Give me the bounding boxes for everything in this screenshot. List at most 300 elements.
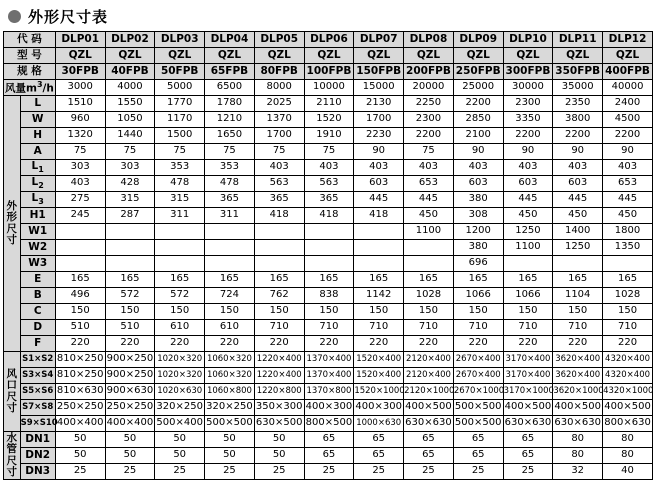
- table-cell: QZL: [105, 48, 155, 64]
- table-cell: 450: [553, 208, 603, 224]
- table-cell: 65: [453, 448, 503, 464]
- table-cell: 50: [205, 432, 255, 448]
- table-cell: 445: [553, 192, 603, 208]
- table-cell: 1170: [155, 112, 205, 128]
- table-cell: 2670×400: [453, 352, 503, 368]
- table-cell: 320×250: [155, 400, 205, 416]
- table-cell: 653: [603, 176, 653, 192]
- table-cell: DLP03: [155, 32, 205, 48]
- table-cell: 3620×1000: [553, 384, 603, 400]
- table-cell: 1440: [105, 128, 155, 144]
- table-cell: 75: [55, 144, 105, 160]
- group-label-dim: 外 形 尺 寸: [4, 96, 21, 352]
- table-cell: 50: [55, 448, 105, 464]
- table-cell: 150FPB: [354, 64, 404, 80]
- table-cell: 1910: [304, 128, 354, 144]
- group-label-water_pipe: 水 管 尺 寸: [4, 432, 21, 480]
- table-cell: 403: [304, 160, 354, 176]
- table-cell: 4000: [105, 80, 155, 96]
- table-row: [4, 384, 653, 400]
- group-label-air_opening: 风 口 尺 寸: [4, 352, 21, 432]
- row-header-label: 型 号: [4, 48, 56, 64]
- table-cell: 1210: [205, 112, 255, 128]
- table-cell: 90: [453, 144, 503, 160]
- table-cell: 65: [453, 432, 503, 448]
- table-cell: 418: [254, 208, 304, 224]
- table-cell: 2200: [404, 128, 454, 144]
- table-cell: 610: [205, 320, 255, 336]
- table-cell: 696: [453, 256, 503, 272]
- table-cell: 960: [55, 112, 105, 128]
- table-cell: 1370: [254, 112, 304, 128]
- table-cell: 400×500: [553, 400, 603, 416]
- table-cell: 50: [155, 432, 205, 448]
- table-cell: 220: [55, 336, 105, 352]
- table-cell: 400×400: [55, 416, 105, 432]
- table-cell: [553, 256, 603, 272]
- table-cell: 250×250: [105, 400, 155, 416]
- table-cell: 200FPB: [404, 64, 454, 80]
- row-label: C: [20, 304, 55, 320]
- table-cell: 2670×1000: [453, 384, 503, 400]
- table-cell: 2130: [354, 96, 404, 112]
- table-cell: 2110: [304, 96, 354, 112]
- row-label: D: [20, 320, 55, 336]
- table-cell: 3170×400: [503, 352, 553, 368]
- table-cell: 1028: [603, 288, 653, 304]
- table-cell: 50FPB: [155, 64, 205, 80]
- table-cell: 1780: [205, 96, 255, 112]
- table-cell: 2120×1000: [404, 384, 454, 400]
- table-cell: [254, 240, 304, 256]
- table-cell: 65: [503, 432, 553, 448]
- table-cell: QZL: [205, 48, 255, 64]
- table-cell: 4320×400: [603, 352, 653, 368]
- table-cell: 572: [155, 288, 205, 304]
- table-cell: QZL: [354, 48, 404, 64]
- row-label: W1: [20, 224, 55, 240]
- table-cell: 810×250: [55, 352, 105, 368]
- table-cell: [354, 224, 404, 240]
- table-cell: 65: [404, 432, 454, 448]
- table-cell: 418: [304, 208, 354, 224]
- table-cell: 1066: [503, 288, 553, 304]
- table-cell: 403: [453, 160, 503, 176]
- table-cell: 1250: [553, 240, 603, 256]
- table-cell: 308: [453, 208, 503, 224]
- table-cell: 630×630: [503, 416, 553, 432]
- table-cell: 428: [105, 176, 155, 192]
- table-cell: 80: [553, 432, 603, 448]
- table-cell: 563: [254, 176, 304, 192]
- table-cell: 245: [55, 208, 105, 224]
- table-cell: [155, 240, 205, 256]
- table-cell: 400×300: [304, 400, 354, 416]
- table-row: [4, 256, 653, 272]
- table-cell: 30000: [503, 80, 553, 96]
- table-cell: 165: [304, 272, 354, 288]
- table-cell: 65: [354, 432, 404, 448]
- table-cell: 90: [553, 144, 603, 160]
- table-cell: QZL: [553, 48, 603, 64]
- table-cell: 25: [105, 464, 155, 480]
- row-label: DN2: [20, 448, 55, 464]
- table-cell: 220: [254, 336, 304, 352]
- table-cell: QZL: [503, 48, 553, 64]
- table-cell: 800×630: [603, 416, 653, 432]
- table-cell: 165: [254, 272, 304, 288]
- table-cell: 710: [603, 320, 653, 336]
- table-cell: 603: [553, 176, 603, 192]
- table-cell: 1200: [453, 224, 503, 240]
- table-cell: DLP04: [205, 32, 255, 48]
- table-cell: 2200: [503, 128, 553, 144]
- table-cell: 500×400: [155, 416, 205, 432]
- table-cell: 150: [105, 304, 155, 320]
- table-cell: 1100: [404, 224, 454, 240]
- table-cell: 1220×800: [254, 384, 304, 400]
- table-cell: 400×500: [603, 400, 653, 416]
- table-cell: 75: [155, 144, 205, 160]
- table-cell: 50: [205, 448, 255, 464]
- table-cell: 2300: [503, 96, 553, 112]
- table-cell: 1020×320: [155, 352, 205, 368]
- table-cell: DLP11: [553, 32, 603, 48]
- table-cell: 80: [553, 448, 603, 464]
- table-cell: 40: [603, 464, 653, 480]
- table-cell: [404, 256, 454, 272]
- table-row: [4, 400, 653, 416]
- section-title: [0, 0, 656, 31]
- row-label: DN3: [20, 464, 55, 480]
- row-label: DN1: [20, 432, 55, 448]
- table-cell: DLP07: [354, 32, 404, 48]
- table-cell: 900×630: [105, 384, 155, 400]
- table-row: [4, 144, 653, 160]
- table-cell: 315: [105, 192, 155, 208]
- table-cell: 6500: [205, 80, 255, 96]
- table-cell: 165: [354, 272, 404, 288]
- dimension-table: [3, 31, 653, 480]
- table-cell: 900×250: [105, 368, 155, 384]
- table-cell: 65: [304, 432, 354, 448]
- table-cell: 300FPB: [503, 64, 553, 80]
- table-cell: [205, 240, 255, 256]
- table-cell: 1220×400: [254, 352, 304, 368]
- table-cell: 3620×400: [553, 368, 603, 384]
- table-cell: 365: [304, 192, 354, 208]
- table-cell: 710: [404, 320, 454, 336]
- table-cell: 403: [354, 160, 404, 176]
- table-cell: 1770: [155, 96, 205, 112]
- row-label: S5×S6: [20, 384, 55, 400]
- table-cell: 220: [553, 336, 603, 352]
- table-cell: 1520×400: [354, 368, 404, 384]
- table-cell: 75: [205, 144, 255, 160]
- table-cell: 50: [105, 448, 155, 464]
- table-cell: 3170×400: [503, 368, 553, 384]
- table-cell: 275: [55, 192, 105, 208]
- table-cell: QZL: [254, 48, 304, 64]
- row-label: E: [20, 272, 55, 288]
- table-cell: 20000: [404, 80, 454, 96]
- table-cell: 500×500: [453, 416, 503, 432]
- table-cell: 2025: [254, 96, 304, 112]
- table-cell: [304, 224, 354, 240]
- table-cell: [105, 224, 155, 240]
- table-cell: 400×300: [354, 400, 404, 416]
- table-cell: QZL: [603, 48, 653, 64]
- table-cell: 1060×320: [205, 352, 255, 368]
- table-cell: 80FPB: [254, 64, 304, 80]
- table-cell: 75: [304, 144, 354, 160]
- table-cell: 25000: [453, 80, 503, 96]
- table-cell: 418: [354, 208, 404, 224]
- table-cell: 150: [155, 304, 205, 320]
- table-cell: 75: [404, 144, 454, 160]
- table-cell: 65: [503, 448, 553, 464]
- table-cell: 165: [205, 272, 255, 288]
- table-cell: 603: [354, 176, 404, 192]
- table-row: [4, 48, 653, 64]
- table-cell: 500×500: [205, 416, 255, 432]
- table-cell: 1520: [304, 112, 354, 128]
- table-cell: 220: [603, 336, 653, 352]
- table-cell: 1020×320: [155, 368, 205, 384]
- table-cell: 380: [453, 192, 503, 208]
- table-cell: 403: [553, 160, 603, 176]
- table-cell: 445: [404, 192, 454, 208]
- table-cell: 90: [603, 144, 653, 160]
- table-cell: 510: [105, 320, 155, 336]
- table-cell: 1104: [553, 288, 603, 304]
- table-cell: [304, 240, 354, 256]
- table-cell: 1520×1000: [354, 384, 404, 400]
- row-label: W2: [20, 240, 55, 256]
- table-cell: DLP08: [404, 32, 454, 48]
- table-cell: 1550: [105, 96, 155, 112]
- table-cell: 287: [105, 208, 155, 224]
- table-cell: 90: [354, 144, 404, 160]
- table-cell: DLP01: [55, 32, 105, 48]
- table-cell: [105, 256, 155, 272]
- table-cell: [205, 224, 255, 240]
- page-title: 外形尺寸表: [28, 8, 109, 26]
- table-cell: 165: [404, 272, 454, 288]
- table-cell: 450: [404, 208, 454, 224]
- table-cell: DLP10: [503, 32, 553, 48]
- table-cell: 1700: [354, 112, 404, 128]
- table-cell: 165: [105, 272, 155, 288]
- table-row: [4, 432, 653, 448]
- table-cell: 800×500: [304, 416, 354, 432]
- table-cell: 710: [503, 320, 553, 336]
- table-cell: 1220×400: [254, 368, 304, 384]
- table-cell: 4320×400: [603, 368, 653, 384]
- table-cell: 724: [205, 288, 255, 304]
- table-cell: 710: [553, 320, 603, 336]
- table-cell: 165: [155, 272, 205, 288]
- table-cell: 478: [205, 176, 255, 192]
- table-cell: 403: [55, 176, 105, 192]
- table-cell: 445: [354, 192, 404, 208]
- table-cell: 40FPB: [105, 64, 155, 80]
- table-row: [4, 336, 653, 352]
- table-cell: 165: [553, 272, 603, 288]
- table-row: [4, 208, 653, 224]
- row-label: $L_2$: [20, 176, 55, 192]
- table-cell: 80: [603, 432, 653, 448]
- table-cell: 403: [503, 160, 553, 176]
- table-cell: DLP05: [254, 32, 304, 48]
- table-cell: 400×500: [503, 400, 553, 416]
- table-cell: 5000: [155, 80, 205, 96]
- table-cell: 220: [205, 336, 255, 352]
- table-cell: 403: [603, 160, 653, 176]
- table-cell: 496: [55, 288, 105, 304]
- table-cell: 150: [503, 304, 553, 320]
- table-cell: 150: [553, 304, 603, 320]
- table-cell: 1370×800: [304, 384, 354, 400]
- table-cell: 563: [304, 176, 354, 192]
- table-cell: 315: [155, 192, 205, 208]
- row-header-label: 代 码: [4, 32, 56, 48]
- table-cell: 303: [105, 160, 155, 176]
- table-cell: 2100: [453, 128, 503, 144]
- table-row: [4, 112, 653, 128]
- table-cell: 4320×1000: [603, 384, 653, 400]
- table-row: [4, 304, 653, 320]
- table-cell: 150: [453, 304, 503, 320]
- table-cell: 25: [354, 464, 404, 480]
- table-cell: [55, 256, 105, 272]
- table-cell: DLP06: [304, 32, 354, 48]
- table-cell: 1350: [603, 240, 653, 256]
- table-cell: 65FPB: [205, 64, 255, 80]
- table-cell: 1400: [553, 224, 603, 240]
- table-cell: 220: [503, 336, 553, 352]
- table-row: [4, 320, 653, 336]
- table-cell: [603, 256, 653, 272]
- table-cell: 1370×400: [304, 352, 354, 368]
- table-cell: [155, 256, 205, 272]
- table-cell: 65: [304, 448, 354, 464]
- table-cell: [254, 224, 304, 240]
- table-cell: 1060×800: [205, 384, 255, 400]
- table-row: [4, 416, 653, 432]
- table-row: [4, 464, 653, 480]
- table-cell: 1100: [503, 240, 553, 256]
- table-cell: 220: [155, 336, 205, 352]
- table-cell: 400FPB: [603, 64, 653, 80]
- table-row: [4, 96, 653, 112]
- table-cell: 150: [55, 304, 105, 320]
- table-cell: 75: [254, 144, 304, 160]
- table-cell: 403: [254, 160, 304, 176]
- table-cell: 3000: [55, 80, 105, 96]
- table-cell: 220: [304, 336, 354, 352]
- table-cell: QZL: [453, 48, 503, 64]
- table-cell: [105, 240, 155, 256]
- table-cell: 220: [105, 336, 155, 352]
- table-cell: 710: [254, 320, 304, 336]
- table-row: [4, 160, 653, 176]
- table-cell: 810×630: [55, 384, 105, 400]
- table-cell: 75: [105, 144, 155, 160]
- table-cell: 603: [453, 176, 503, 192]
- table-cell: 50: [105, 432, 155, 448]
- row-label: H: [20, 128, 55, 144]
- table-row: [4, 448, 653, 464]
- table-cell: 150: [254, 304, 304, 320]
- table-cell: 353: [155, 160, 205, 176]
- table-cell: 25: [205, 464, 255, 480]
- table-cell: 2400: [603, 96, 653, 112]
- table-cell: 50: [55, 432, 105, 448]
- table-cell: DLP12: [603, 32, 653, 48]
- table-cell: 838: [304, 288, 354, 304]
- table-cell: 250FPB: [453, 64, 503, 80]
- table-cell: 445: [603, 192, 653, 208]
- table-cell: 320×250: [205, 400, 255, 416]
- table-cell: 350×300: [254, 400, 304, 416]
- table-cell: 50: [155, 448, 205, 464]
- table-cell: 500×500: [453, 400, 503, 416]
- table-cell: 4500: [603, 112, 653, 128]
- table-cell: 630×500: [254, 416, 304, 432]
- table-cell: 603: [503, 176, 553, 192]
- row-header-label: 风量$m^3/h$: [4, 79, 54, 95]
- table-cell: 710: [354, 320, 404, 336]
- table-row: [4, 192, 653, 208]
- table-cell: 1066: [453, 288, 503, 304]
- table-cell: 900×250: [105, 352, 155, 368]
- table-cell: 2250: [404, 96, 454, 112]
- row-label: W: [20, 112, 55, 128]
- table-cell: 1028: [404, 288, 454, 304]
- table-row: [4, 80, 653, 96]
- row-label: S3×S4: [20, 368, 55, 384]
- table-cell: 380: [453, 240, 503, 256]
- table-cell: 1500: [155, 128, 205, 144]
- row-label: W3: [20, 256, 55, 272]
- table-cell: 25: [254, 464, 304, 480]
- table-cell: 15000: [354, 80, 404, 96]
- table-cell: 100FPB: [304, 64, 354, 80]
- table-cell: [503, 256, 553, 272]
- table-cell: 220: [354, 336, 404, 352]
- table-cell: 40000: [603, 80, 653, 96]
- table-cell: 1000×630: [354, 416, 404, 432]
- table-cell: 25: [404, 464, 454, 480]
- table-cell: [55, 240, 105, 256]
- table-cell: 2850: [453, 112, 503, 128]
- table-row: [4, 352, 653, 368]
- row-label: S9×S10: [20, 416, 55, 432]
- row-header-label: 规 格: [4, 64, 56, 80]
- table-row: [4, 272, 653, 288]
- table-cell: 150: [404, 304, 454, 320]
- table-cell: [404, 240, 454, 256]
- row-label: S1×S2: [20, 352, 55, 368]
- table-cell: 25: [503, 464, 553, 480]
- table-cell: 3170×1000: [503, 384, 553, 400]
- table-cell: 2120×400: [404, 368, 454, 384]
- table-cell: 1800: [603, 224, 653, 240]
- table-cell: DLP09: [453, 32, 503, 48]
- table-cell: 478: [155, 176, 205, 192]
- table-row: [4, 64, 653, 80]
